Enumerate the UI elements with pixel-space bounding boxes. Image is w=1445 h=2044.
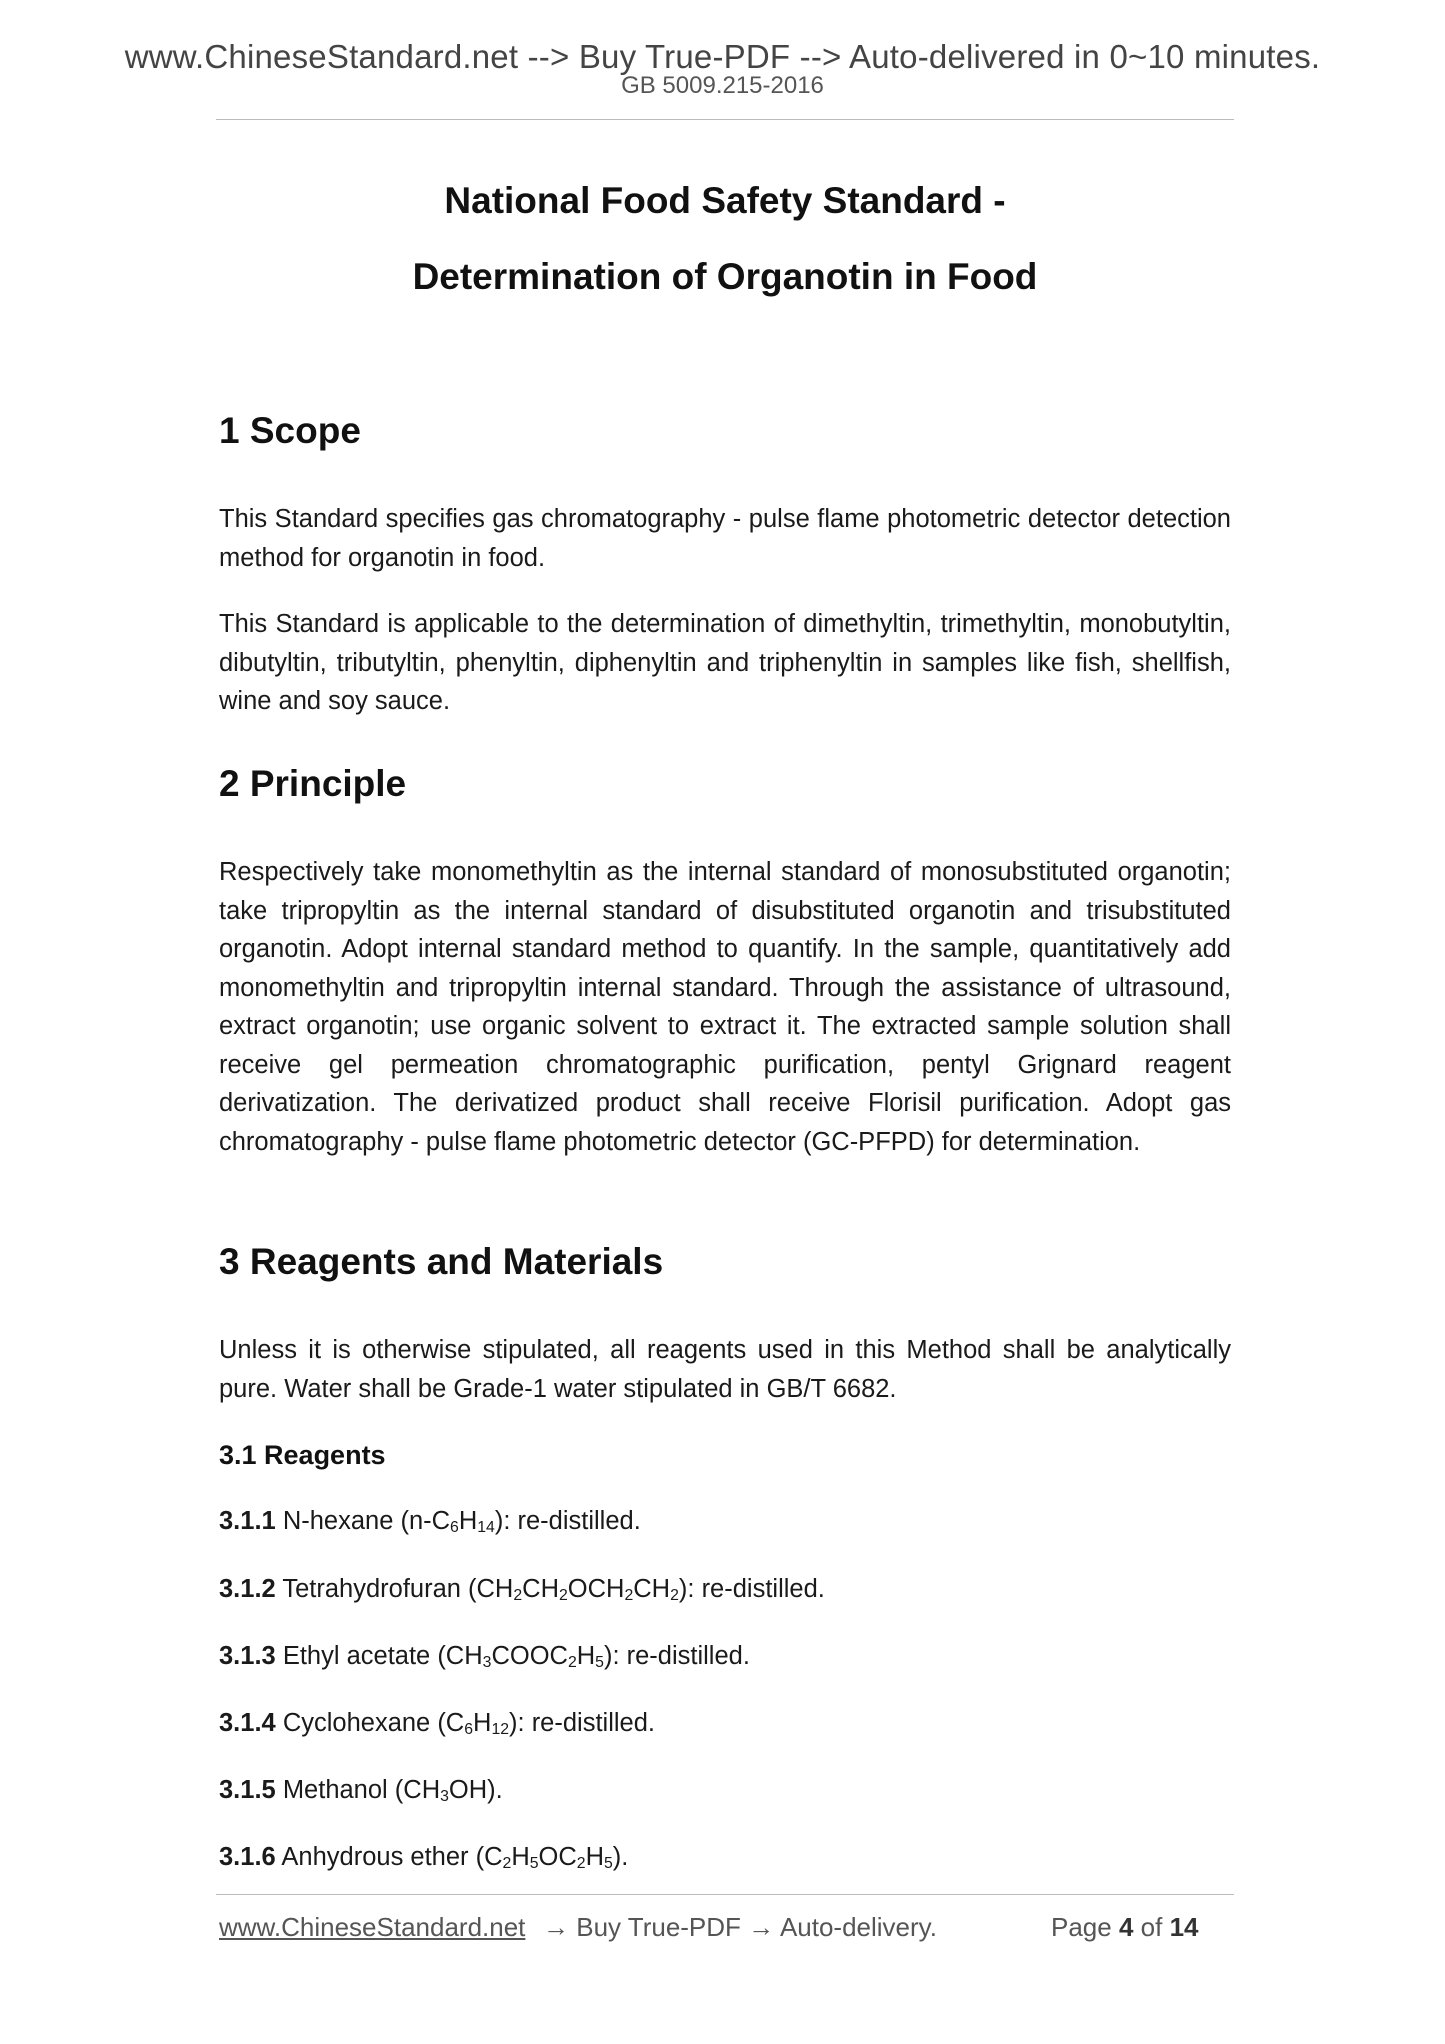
reagent-item: 3.1.6 Anhydrous ether $(C_2H_5OC_2H_5)$. <box>219 1843 629 1872</box>
reagent-number: 3.1.3 <box>219 1642 276 1670</box>
page-label: Page <box>1051 1912 1112 1942</box>
reagent-number: 3.1.2 <box>219 1575 276 1603</box>
reagents-paragraph: Unless it is otherwise stipulated, all reagents used in this Method shall be analytically pure. Water shall be Grade-1 water stipulated in GB/T 6682. <box>219 1336 1231 1403</box>
footer-site-link[interactable]: www.ChineseStandard.net <box>219 1912 526 1942</box>
subsection-heading-reagents: 3.1 Reagents <box>219 1440 386 1470</box>
reagent-item: 3.1.4 Cyclohexane $(C_6H_{12})$: re-distilled. <box>219 1709 655 1738</box>
section-heading-reagents: 3 Reagents and Materials <box>219 1241 664 1282</box>
page-current: 4 <box>1118 1912 1134 1942</box>
reagent-number: 3.1.6 <box>219 1843 276 1871</box>
document-title-line-2: Determination of Organotin in Food <box>412 256 1038 297</box>
reagent-item: 3.1.1 N-hexane $(n-C_6H_{14})$: re-distilled. <box>219 1507 641 1536</box>
principle-paragraph: Respectively take monomethyltin as the internal standard of monosubstituted organotin; take tripropyltin as the internal standard of disubstituted organotin and trisubstituted organotin. Adopt internal standard method to quantify. In the sample, quantitatively add monomethyltin and tripropyltin internal standard. Through the assistance of ultrasound, extract organotin; use organic solvent to extract it. The extracted sample solution shall receive gel permeation chromatographic purification, pentyl Grignard reagent derivatization. The derivatized product shall receive Florisil purification. Adopt gas chromatography - pulse flame photometric detector (GC-PFPD) for determination. <box>219 858 1231 1156</box>
reagent-item: 3.1.5 Methanol $(CH_3OH)$. <box>219 1776 503 1805</box>
page-indicator <box>1051 1912 1199 1943</box>
document-number: GB 5009.215-2016 <box>621 72 824 99</box>
section-heading-scope: 1 Scope <box>219 410 361 451</box>
page-total: 14 <box>1169 1912 1199 1942</box>
reagent-item: 3.1.2 Tetrahydrofuran $(CH_2CH_2OCH_2CH_2)$: re-distilled. <box>219 1575 825 1604</box>
reagent-number: 3.1.5 <box>219 1776 276 1804</box>
reagent-item: 3.1.3 Ethyl acetate $(CH_3COOC_2H_5)$: re-distilled. <box>219 1642 750 1671</box>
site-banner: www.ChineseStandard.net --> Buy True-PDF --> Auto-delivered in 0~10 minutes. <box>124 38 1321 75</box>
document-title-line-1: National Food Safety Standard - <box>444 180 1006 221</box>
footer-divider <box>216 1894 1234 1895</box>
footer-delivery-text: → Buy True-PDF → Auto-delivery. <box>543 1912 937 1942</box>
scope-paragraph-1: This Standard specifies gas chromatography - pulse flame photometric detector detection method for organotin in food. <box>219 505 1231 572</box>
section-heading-principle: 2 Principle <box>219 763 407 804</box>
reagent-number: 3.1.4 <box>219 1709 276 1737</box>
reagent-number: 3.1.1 <box>219 1507 276 1535</box>
header-divider <box>216 119 1234 120</box>
scope-paragraph-2: This Standard is applicable to the determination of dimethyltin, trimethyltin, monobutyltin, dibutyltin, tributyltin, phenyltin, diphenyltin and triphenyltin in samples like fish, shellfish, wine and soy sauce. <box>219 610 1231 715</box>
of-label: of <box>1140 1912 1163 1942</box>
